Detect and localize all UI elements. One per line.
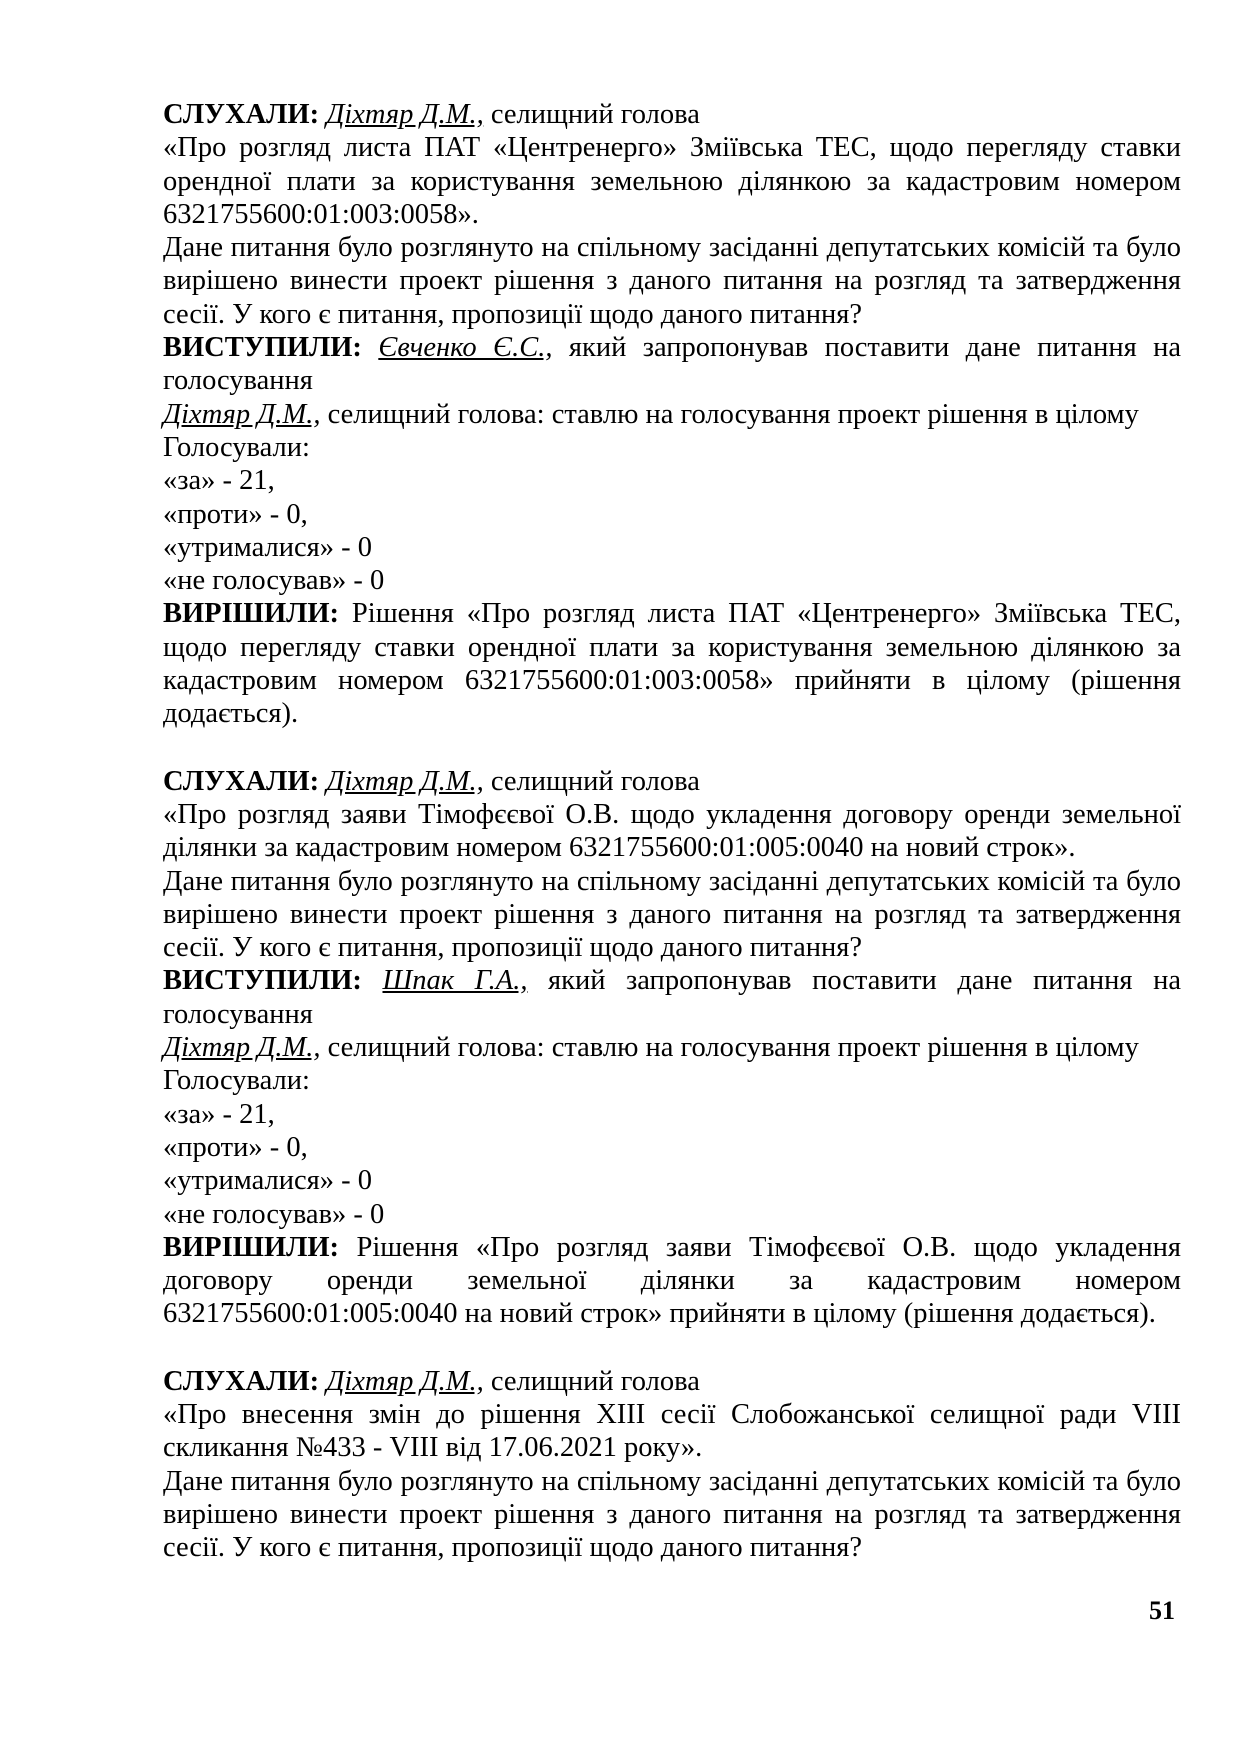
heard-label: СЛУХАЛИ: [163, 1365, 320, 1397]
vote-abstained: «утрималися» - 0 [163, 1165, 373, 1197]
discussion-text: Дане питання було розглянуто на спільному засіданні депутатських комісій та було вирішено винести проект рішення з даного питання на розгляд та затвердження сесії. У кого є питання, пропозиції щодо даного питання? [163, 1465, 1181, 1564]
vote-not-voted: «не голосував» - 0 [163, 1198, 385, 1230]
document-page [163, 98, 1181, 1564]
chair-name: Діхтяр Д.М., [163, 398, 321, 430]
decision-line [163, 1231, 1181, 1331]
vote-not-voted: «не голосував» - 0 [163, 565, 385, 597]
agenda-item-1 [163, 98, 1181, 731]
discussion-text: Дане питання було розглянуто на спільному засіданні депутатських комісій та було вирішено винести проект рішення з даного питання на розгляд та затвердження сесії. У кого є питання, пропозиції щодо даного питання? [163, 232, 1181, 330]
speaker-role: селищний голова [483, 99, 700, 130]
chair-line [163, 398, 1181, 431]
agenda-item-2 [163, 765, 1181, 1331]
decision-line [163, 597, 1181, 730]
section-spacer [163, 1331, 1181, 1365]
discussion-text: Дане питання було розглянуто на спільному засіданні депутатських комісій та було вирішено винести проект рішення з даного питання на розгляд та затвердження сесії. У кого є питання, пропозиції щодо даного питання? [163, 865, 1181, 964]
heard-label: СЛУХАЛИ: [163, 765, 320, 797]
vote-for: «за» - 21, [163, 465, 275, 497]
decided-label: ВИРІШИЛИ: [163, 1231, 340, 1263]
spoke-name: Шпак Г.А., [382, 965, 528, 997]
spoke-line [163, 331, 1181, 398]
vote-against: «проти» - 0, [163, 1131, 308, 1163]
heard-line [163, 98, 1181, 131]
decided-text: Рішення «Про розгляд заяви Тімофєєвої О.В. щодо укладення договору оренди земельної ділянки за кадастровим номером 6321755600:01:005:0040 на новий строк» прийняти в цілому (рішення додається). [163, 1231, 1181, 1330]
speaker-name: Діхтяр Д.М., [326, 765, 484, 797]
chair-text: селищний голова: ставлю на голосування проект рішення в цілому [320, 1032, 1139, 1064]
page-number: 51 [1149, 1596, 1175, 1625]
vote-against: «проти» - 0, [163, 498, 308, 530]
spoke-label: ВИСТУПИЛИ: [163, 965, 362, 997]
heard-line [163, 765, 1181, 798]
spoke-line [163, 964, 1181, 1031]
decided-label: ВИРІШИЛИ: [163, 598, 340, 630]
heard-line [163, 1365, 1181, 1398]
spoke-name: Євченко Є.С., [378, 332, 553, 364]
topic-text: «Про розгляд листа ПАТ «Центренерго» Зміївська ТЕС, щодо перегляду ставки орендної плати за користування земельною ділянкою за кадастровим номером 6321755600:01:003:0058». [163, 132, 1181, 230]
vote-for: «за» - 21, [163, 1098, 275, 1130]
chair-name: Діхтяр Д.М., [163, 1032, 321, 1064]
topic-text: «Про внесення змін до рішення XIII сесії Слобожанської селищної ради VIII скликання №433 - VIII від 17.06.2021 року». [163, 1398, 1181, 1464]
chair-text: селищний голова: ставлю на голосування проект рішення в цілому [320, 398, 1139, 430]
topic-text: «Про розгляд заяви Тімофєєвої О.В. щодо укладення договору оренди земельної ділянки за кадастровим номером 6321755600:01:005:0040 на новий строк». [163, 798, 1181, 864]
heard-label: СЛУХАЛИ: [163, 99, 320, 130]
section-spacer [163, 731, 1181, 765]
vote-label: Голосували: [163, 1065, 310, 1097]
vote-label: Голосували: [163, 431, 310, 463]
spoke-text: який запропонував поставити дане питання на голосування [163, 332, 1181, 397]
speaker-name: Діхтяр Д.М., [326, 1365, 484, 1397]
vote-abstained: «утрималися» - 0 [163, 531, 373, 563]
spoke-text: який запропонував поставити дане питання на голосування [163, 965, 1181, 1030]
speaker-role: селищний голова [483, 765, 700, 797]
spoke-label: ВИСТУПИЛИ: [163, 332, 362, 364]
agenda-item-3 [163, 1365, 1181, 1565]
chair-line [163, 1031, 1181, 1064]
decided-text: Рішення «Про розгляд листа ПАТ «Центренерго» Зміївська ТЕС, щодо перегляду ставки орендної плати за користування земельною ділянкою за кадастровим номером 6321755600:01:003:0058» прийняти в цілому (рішення додається). [163, 598, 1181, 730]
speaker-role: селищний голова [483, 1365, 700, 1397]
speaker-name: Діхтяр Д.М., [326, 99, 484, 130]
